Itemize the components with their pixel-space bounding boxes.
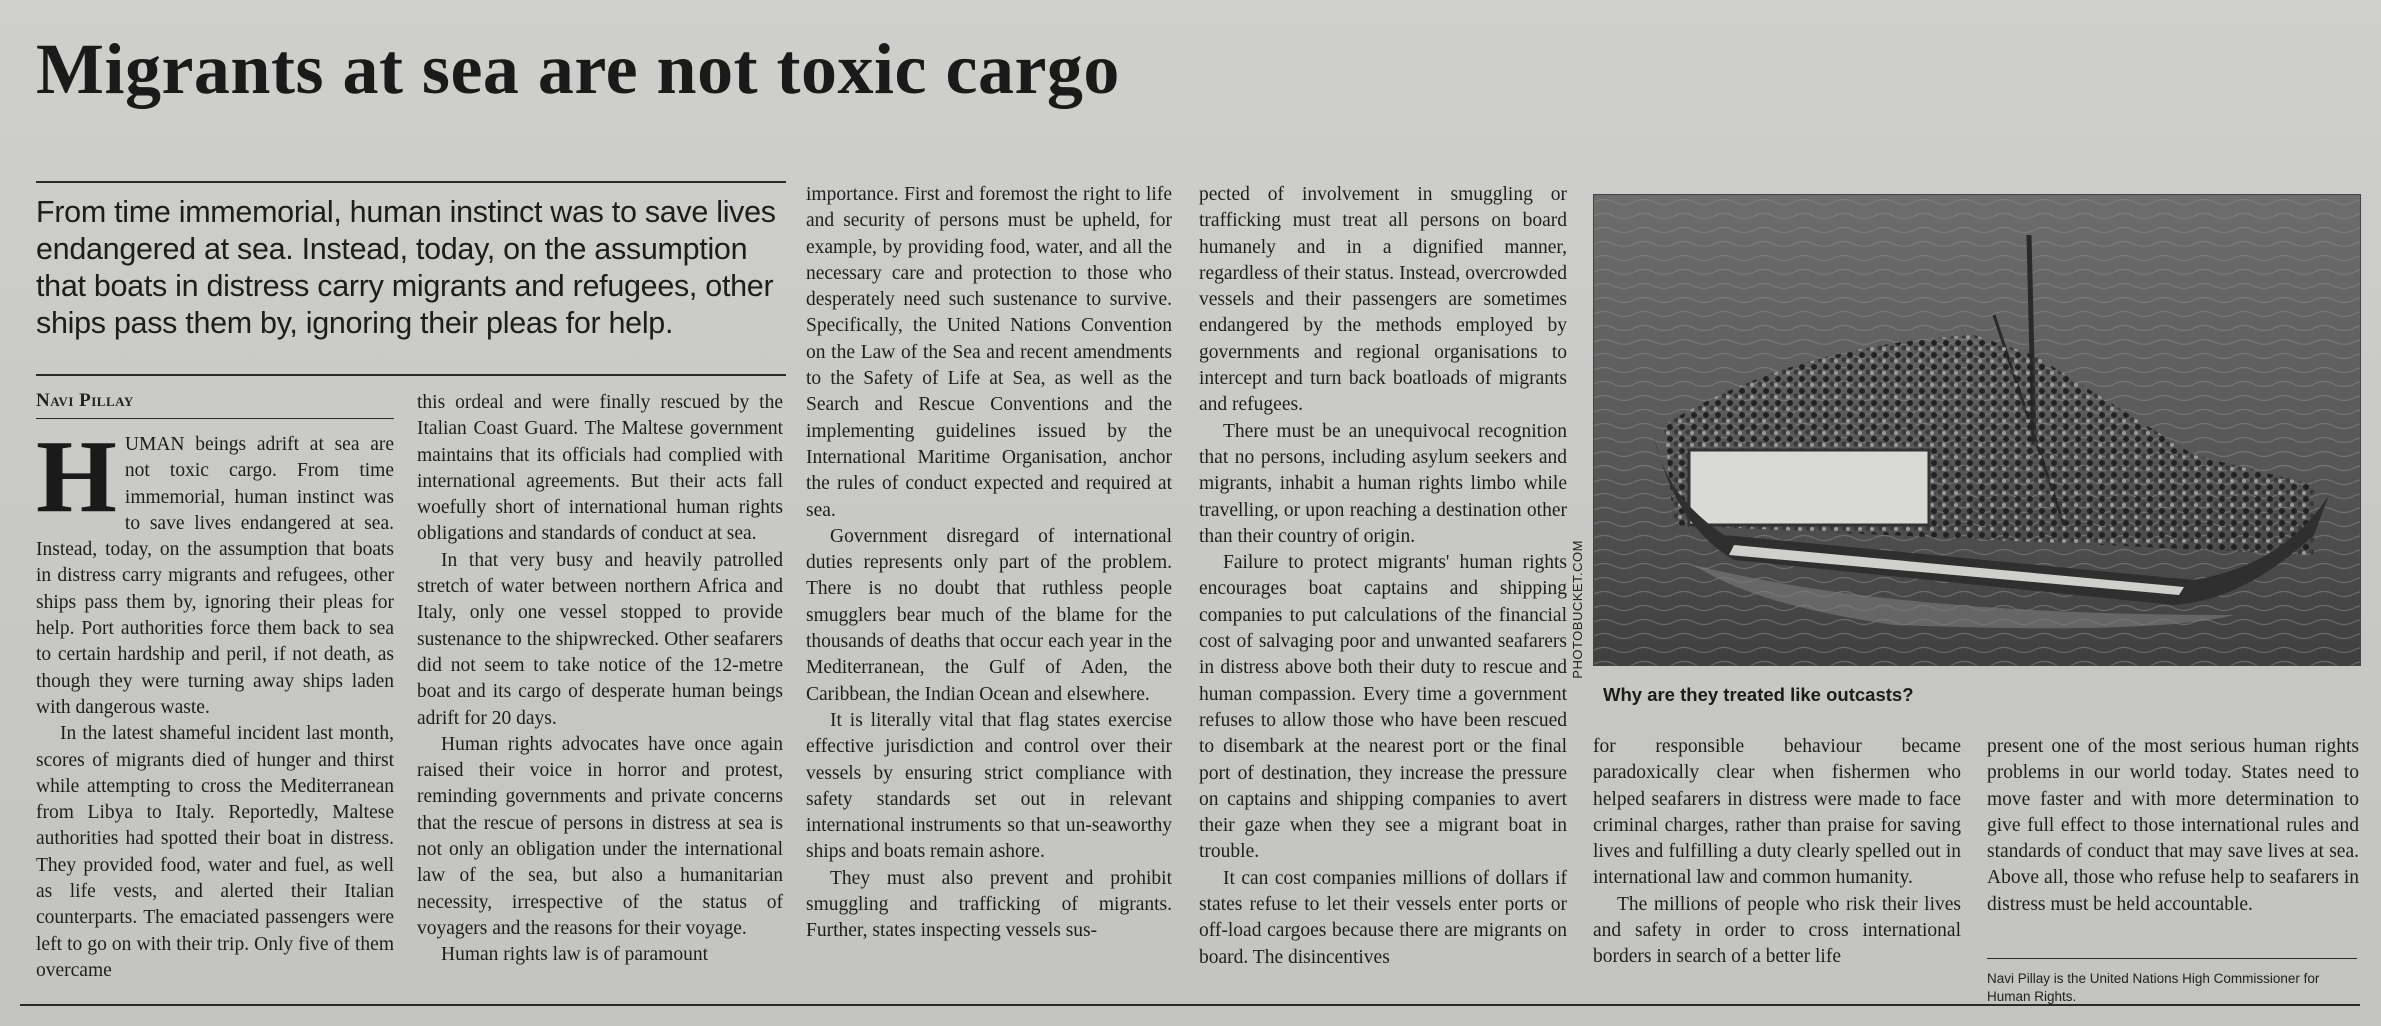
column-3	[806, 182, 1172, 992]
paragraph: for responsible behaviour became paradoxically clear when fishermen who helped seafarers in distress were made to face criminal charges, rather than praise for saving lives and fulfilling a duty clearly spelled out in international law and common humanity.	[1593, 736, 1961, 889]
paragraph: Human rights law is of paramount	[441, 944, 708, 966]
bio-rule	[1987, 958, 2357, 959]
paragraph-2: In the latest shameful incident last month, scores of migrants died of hunger and thirst while attempting to cross the Mediterranean from Libya to Italy. Reportedly, Maltese authorities had spotted their boat in distress. They provided food, water and fuel, as well as life vests, and alerted their Italian counterparts. The emaciated passengers were left to go on with their trip. Only five of them overcame	[36, 723, 394, 981]
author-bio: Navi Pillay is the United Nations High Commissioner for Human Rights.	[1987, 971, 2320, 1004]
bottom-rule	[20, 1004, 2360, 1006]
paragraph: Failure to protect migrants' human rights encourages boat captains and shipping companies to put calculations of the financial cost of salvaging poor and unwanted seafarers in distress above both their duty to rescue and human compassion. Every time a government refuses to allow those who have been rescued to disembark at the nearest port or the final port of destination, they increase the pressure on captains and shipping companies to avert their gaze when they see a migrant boat in trouble.	[1199, 552, 1567, 863]
paragraph: importance. First and foremost the right to life and security of persons must be upheld, for example, by providing food, water, and all the necessary care and protection to those who desperately need such sustenance to survive. Specifically, the United Nations Convention on the Law of the Sea and recent amendments to the Safety of Life at Sea, as well as the Search and Rescue Conventions and the implementing guidelines issued by the International Maritime Organisation, anchor the rules of conduct expected and required at sea.	[806, 184, 1172, 521]
paragraph-1-text: UMAN beings adrift at sea are not toxic cargo. From time immemorial, human instinct was to save lives endangered at sea. Instead, today, on the assumption that boats in distress carry migrants and refugees, other ships pass them by, ignoring their pleas for help. Port authorities force them back to sea to certain hardship and peril, if not death, as though they were turning away ships laden with dangerous waste.	[36, 434, 394, 718]
drop-cap: H	[36, 419, 117, 534]
paragraph: this ordeal and were finally rescued by the Italian Coast Guard. The Maltese government maintains that its officials had complied with international agreements. But their acts fall woefully short of international human rights obligations and standards of conduct at sea.	[417, 392, 783, 545]
paragraph: Government disregard of international duties represents only part of the problem. There is no doubt that ruthless people smugglers bear much of the blame for the thousands of deaths that occur each year in the Mediterranean, the Gulf of Aden, the Caribbean, the Indian Ocean and elsewhere.	[806, 525, 1172, 705]
paragraph: They must also prevent and prohibit smuggling and trafficking of migrants. Further, states inspecting vessels sus-	[806, 867, 1172, 942]
paragraph: Human rights advocates have once again raised their voice in horror and protest, reminding governments and private concerns that the rescue of persons in distress at sea is not only an obligation under the international law of the sea, but also a humanitarian necessity, irrespective of the status of voyagers and the reasons for their voyage.	[417, 733, 783, 939]
deck-top-rule	[36, 181, 786, 183]
deck-bottom-rule	[36, 374, 786, 376]
paragraph: It can cost companies millions of dollars if states refuse to let their vessels enter ports or off-load cargoes because there are migrants on board. The disincentives	[1199, 867, 1567, 968]
paragraph: The millions of people who risk their lives and safety in order to cross international borders in search of a better life	[1593, 893, 1961, 968]
byline: Navi Pillay	[36, 390, 134, 411]
paragraph: It is literally vital that flag states exercise effective jurisdiction and control over their vessels by ensuring strict compliance with safety standards set out in relevant international instruments so that un-seaworthy ships and boats remain ashore.	[806, 709, 1172, 863]
column-2	[417, 390, 783, 992]
boat-photo	[1593, 194, 2361, 666]
photo-caption: Why are they treated like outcasts?	[1603, 684, 1914, 705]
paragraph: There must be an unequivocal recognition that no persons, including asylum seekers and migrants, inhabit a human rights limbo while travelling, or upon reaching a destination other than their country of origin.	[1199, 420, 1567, 547]
deck: From time immemorial, human instinct was to save lives endangered at sea. Instead, today, on the assumption that boats in distress carry migrants and refugees, other ships pass them by, ignoring their pleas for help.	[36, 195, 776, 340]
paragraph-1	[36, 419, 394, 721]
headline: Migrants at sea are not toxic cargo	[36, 29, 1120, 109]
paragraph: In that very busy and heavily patrolled stretch of water between northern Africa and Italy, only one vessel stopped to provide sustenance to the shipwrecked. Other seafarers did not seem to take notice of the 12-metre boat and its cargo of desperate human beings adrift for 20 days.	[417, 549, 783, 729]
paragraph: pected of involvement in smuggling or trafficking must treat all persons on board humanely and in a dignified manner, regardless of their status. Instead, overcrowded vessels and their passengers are sometimes endangered by the methods employed by governments and regional organisations to intercept and turn back boatloads of migrants and refugees.	[1199, 184, 1567, 416]
column-6	[1987, 734, 2359, 954]
photo-credit: PHOTOBUCKET.COM	[1570, 540, 1585, 679]
column-4	[1199, 182, 1567, 992]
crowded-boat-image	[1594, 195, 2360, 665]
column-1	[36, 419, 394, 992]
paragraph: present one of the most serious human rights problems in our world today. States need to move faster and with more determination to give full effect to those international rules and standards of conduct that may save lives at sea. Above all, those who refuse help to seafarers in distress must be held accountable.	[1987, 736, 2359, 915]
column-5	[1593, 734, 1961, 994]
